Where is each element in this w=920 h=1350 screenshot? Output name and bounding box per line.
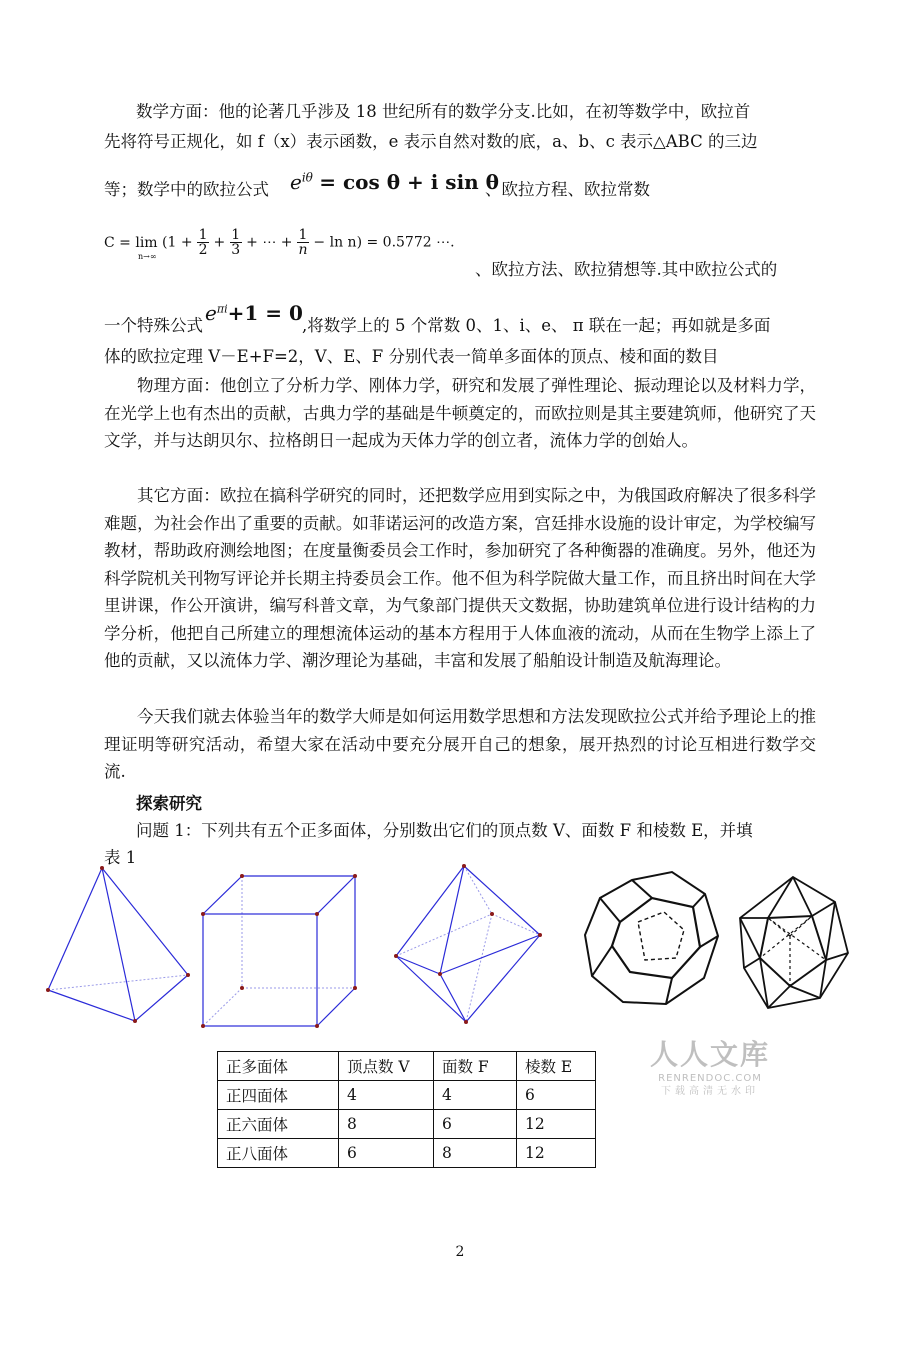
today-paragraph: 今天我们就去体验当年的数学大师是如何运用数学思想和方法发现欧拉公式并给予理论上的推理证明等研究活动，希望大家在活动中要充分展开自己的想象，展开热烈的讨论互相进行数学交流.	[104, 707, 816, 781]
constant-tail: − ln n) = 0.5772 ⋯.	[313, 234, 455, 251]
identity-rest: +1 = 0	[227, 301, 303, 325]
watermark	[640, 1038, 780, 1099]
table-header-cell: 棱数 E	[517, 1052, 596, 1081]
table-cell: 8	[339, 1110, 434, 1139]
identity-exponent: πi	[216, 302, 228, 316]
table-row	[218, 1081, 596, 1110]
frac-half-den: 2	[198, 242, 208, 258]
math-line-4: 、欧拉方法、欧拉猜想等.其中欧拉公式的	[475, 260, 778, 279]
math-line-1: 数学方面：他的论著几乎涉及 18 世纪所有的数学分支.比如，在初等数学中，欧拉首	[136, 102, 751, 121]
frac-half-num: 1	[198, 227, 208, 243]
table-cell: 正六面体	[218, 1110, 339, 1139]
page-number: 2	[455, 1244, 465, 1260]
table-row	[218, 1139, 596, 1168]
table-cell: 8	[434, 1139, 517, 1168]
polyhedra-table	[217, 1051, 596, 1168]
frac-n-den: n	[298, 242, 308, 258]
math-line-6: 体的欧拉定理 V－E+F=2，V、E、F 分别代表一简单多面体的顶点、棱和面的数目	[104, 347, 719, 366]
table-cell: 6	[339, 1139, 434, 1168]
euler-rhs: = cos θ + i sin θ	[319, 170, 500, 194]
constant-plus-2: + ⋯ +	[246, 234, 293, 251]
cube-figure	[201, 874, 357, 1028]
constant-open: (1 +	[162, 234, 193, 251]
table-header-row	[218, 1052, 596, 1081]
math-line-2: 先将符号正规化，如 f（x）表示函数，e 表示自然对数的底，a、b、c 表示△ABC 的三边	[104, 132, 758, 151]
math-line-3-post: 、欧拉方程、欧拉常数	[485, 180, 650, 199]
table-cell: 4	[339, 1081, 434, 1110]
watermark-domain: RENRENDOC.COM	[658, 1073, 762, 1084]
question-line-2: 表 1	[104, 848, 137, 867]
tetrahedron-figure	[46, 866, 190, 1023]
table-cell: 12	[517, 1139, 596, 1168]
table-header-cell: 面数 F	[434, 1052, 517, 1081]
watermark-slogan: 下载高清无水印	[661, 1086, 759, 1097]
question-line-1: 问题 1：下列共有五个正多面体，分别数出它们的顶点数 V、面数 F 和棱数 E，并填	[136, 821, 753, 840]
constant-limit-sub: n→∞	[138, 251, 157, 261]
euler-exponent: iθ	[301, 170, 313, 185]
table-cell: 12	[517, 1110, 596, 1139]
identity-base: e	[205, 301, 217, 325]
table-cell: 正八面体	[218, 1139, 339, 1168]
section-heading: 探索研究	[136, 794, 202, 813]
octahedron-figure	[394, 864, 542, 1024]
math-line-5-pre: 一个特殊公式	[104, 316, 203, 335]
table-cell: 6	[517, 1081, 596, 1110]
frac-third-num: 1	[231, 227, 241, 243]
table-cell: 6	[434, 1110, 517, 1139]
other-paragraph: 其它方面：欧拉在搞科学研究的同时，还把数学应用到实际之中，为俄国政府解决了很多科学难题，为社会作出了重要的贡献。如菲诺运河的改造方案，宫廷排水设施的设计审定，为学校编写教材，帮助政府测绘地图；在度量衡委员会工作时，参加研究了各种衡器的准确度。另外，他还为科学院机关刊物写评论并长期主持委员会工作。他不但为科学院做大量工作，而且挤出时间在大学里讲课，作公开演讲，编写科普文章，为气象部门提供天文数据，协助建筑单位进行设计结构的力学分析，他把自己所建立的理想流体运动的基本方程用于人体血液的流动，从而在生物学上添上了他的贡献，又以流体力学、潮汐理论为基础，丰富和发展了船舶设计制造及航海理论。	[104, 486, 816, 670]
math-line-5-post: ,将数学上的 5 个常数 0、1、i、e、 π 联在一起；再如就是多面	[302, 316, 771, 335]
frac-third-den: 3	[231, 242, 241, 258]
physics-paragraph: 物理方面：他创立了分析力学、刚体力学，研究和发展了弹性理论、振动理论以及材料力学，在光学上也有杰出的贡献，古典力学的基础是牛顿奠定的，而欧拉则是其主要建筑师，他研究了天文学，并与达朗贝尔、拉格朗日一起成为天体力学的创立者，流体力学的创始人。	[104, 376, 816, 450]
table-header-cell: 正多面体	[218, 1052, 339, 1081]
table-cell: 4	[434, 1081, 517, 1110]
euler-base: e	[290, 170, 302, 194]
icosahedron-figure	[740, 877, 848, 1008]
table-row	[218, 1110, 596, 1139]
watermark-title: 人人文库	[649, 1038, 770, 1071]
constant-plus-1: +	[213, 234, 226, 251]
dodecahedron-figure	[585, 872, 718, 1004]
table-header-cell: 顶点数 V	[339, 1052, 434, 1081]
constant-lhs: C = lim	[104, 234, 158, 251]
frac-n-num: 1	[298, 227, 308, 243]
math-line-3-pre: 等；数学中的欧拉公式	[104, 180, 269, 199]
table-cell: 正四面体	[218, 1081, 339, 1110]
